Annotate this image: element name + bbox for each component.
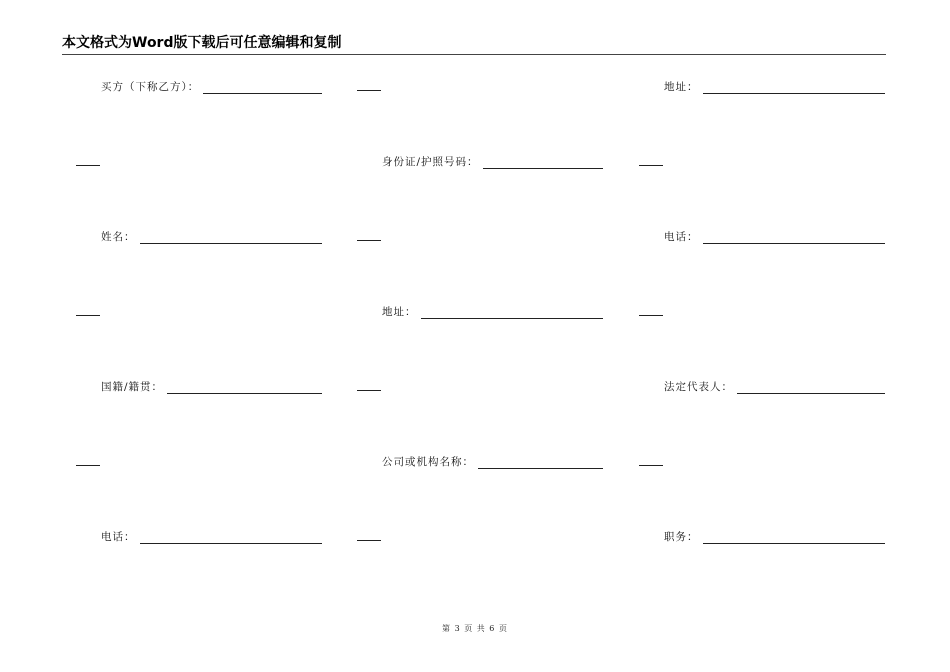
legal-rep-blank[interactable] [737,382,885,394]
company-blank[interactable] [478,457,603,469]
page-number: 第 3 页 共 6 页 [442,624,508,633]
header-title: 本文格式为Word版下载后可任意编辑和复制 [62,35,342,51]
phone-blank-2[interactable] [140,532,323,544]
position-blank[interactable] [703,532,886,544]
name-label: 姓名： [101,231,136,243]
page-header [62,34,886,55]
legal-rep-field [664,378,885,394]
nationality-field [101,378,322,394]
blank-dash[interactable] [76,315,100,316]
buyer-field [101,78,322,94]
address-blank-1[interactable] [703,82,886,94]
blank-dash[interactable] [357,90,381,91]
legal-rep-label: 法定代表人： [664,381,733,393]
address-field-2 [382,303,603,319]
phone-label-2: 电话： [101,531,136,543]
address-blank-2[interactable] [421,307,604,319]
company-label: 公司或机构名称： [382,456,474,468]
blank-dash[interactable] [357,240,381,241]
phone-label-1: 电话： [664,231,699,243]
company-field [382,453,603,469]
blank-dash[interactable] [357,540,381,541]
position-label: 职务： [664,531,699,543]
buyer-label: 买方（下称乙方）： [101,81,200,93]
buyer-blank[interactable] [203,82,322,94]
name-blank[interactable] [140,232,323,244]
nationality-label: 国籍/籍贯： [101,381,164,393]
blank-dash[interactable] [639,315,663,316]
name-field [101,228,322,244]
blank-dash[interactable] [76,465,100,466]
phone-field-2 [101,528,322,544]
blank-dash[interactable] [357,390,381,391]
phone-field-1 [664,228,885,244]
address-label-2: 地址： [382,306,417,318]
phone-blank-1[interactable] [703,232,886,244]
page-footer [0,623,950,634]
nationality-blank[interactable] [167,382,322,394]
blank-dash[interactable] [76,165,100,166]
position-field [664,528,885,544]
id-label: 身份证/护照号码： [382,156,479,168]
address-label-1: 地址： [664,81,699,93]
address-field-1 [664,78,885,94]
blank-dash[interactable] [639,465,663,466]
id-blank[interactable] [483,157,603,169]
id-field [382,153,603,169]
blank-dash[interactable] [639,165,663,166]
